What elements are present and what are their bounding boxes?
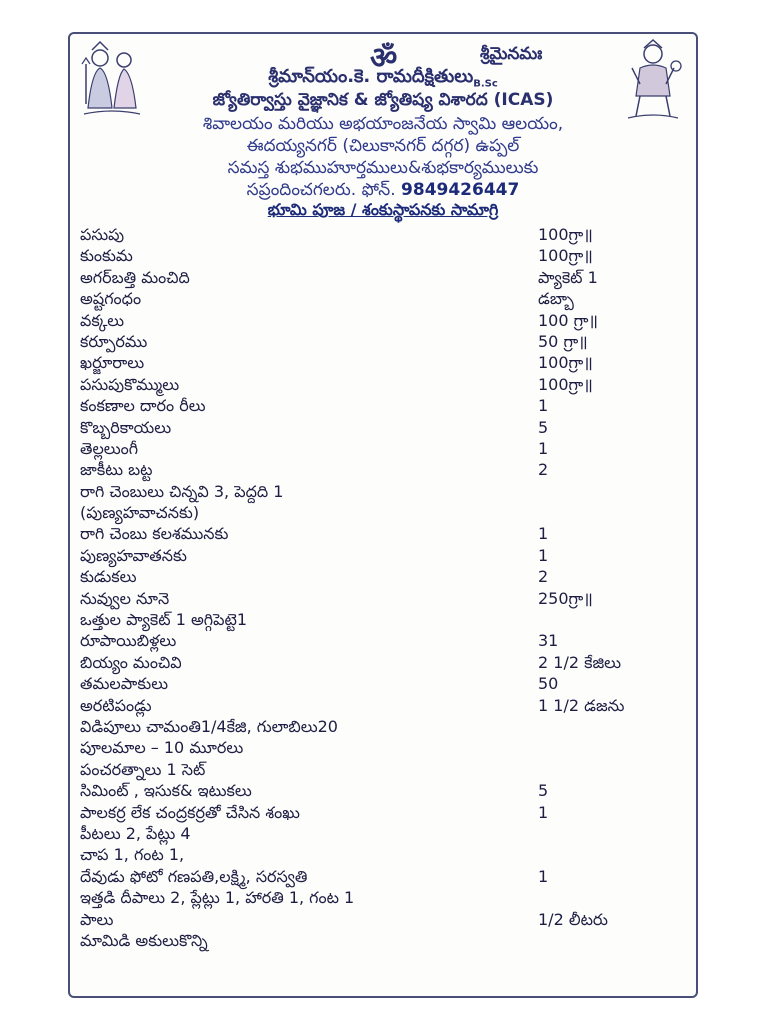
item-name: రూపాయిబిళ్లలు bbox=[80, 631, 177, 651]
list-item bbox=[80, 310, 690, 331]
item-name: కుంకుమ bbox=[80, 246, 133, 266]
list-item bbox=[80, 459, 690, 480]
list-item bbox=[80, 609, 690, 630]
item-name: జాకీటు బట్ట bbox=[80, 460, 153, 480]
item-quantity: 5 bbox=[538, 781, 549, 801]
list-item bbox=[80, 566, 690, 587]
address-line-3: సమస్త శుభముహూర్తములు&శుభకార్యములుకు bbox=[227, 158, 539, 178]
list-item bbox=[80, 930, 690, 951]
priest-name-text: శ్రీమాన్‌యం.కె. రామదీక్షితులు bbox=[268, 66, 474, 87]
list-item bbox=[80, 417, 690, 438]
item-name: అరటిపండ్లు bbox=[80, 695, 152, 715]
item-name: (పుణ్యహవాచనకు) bbox=[80, 503, 200, 523]
item-name: పాలకర్ర లేక చంద్రకర్రతో చేసిన శంఖు bbox=[80, 802, 300, 822]
item-quantity: 1 bbox=[538, 802, 549, 822]
list-item bbox=[80, 374, 690, 395]
list-item bbox=[80, 438, 690, 459]
sri-greeting: శ్రీమైనమః bbox=[480, 44, 543, 64]
item-list bbox=[80, 224, 690, 951]
item-name: ఒత్తుల ప్యాకెట్ 1 అగ్గిపెట్టె1 bbox=[80, 610, 248, 630]
item-name: కుడుకలు bbox=[80, 567, 137, 587]
list-item bbox=[80, 802, 690, 823]
item-quantity: 100గ్రా॥ bbox=[538, 225, 593, 244]
list-item bbox=[80, 695, 690, 716]
list-item bbox=[80, 588, 690, 609]
item-name: నువ్వుల నూనె bbox=[80, 588, 170, 608]
list-item bbox=[80, 673, 690, 694]
item-name: తమలపాకులు bbox=[80, 674, 169, 694]
item-name: వక్కలు bbox=[80, 310, 125, 330]
item-quantity: 100 గ్రా॥ bbox=[538, 310, 598, 330]
item-name: పూలమాల – 10 మూరలు bbox=[80, 738, 244, 758]
item-quantity: 1 bbox=[538, 438, 549, 458]
item-quantity: 1/2 లీటరు bbox=[538, 909, 608, 929]
list-item bbox=[80, 887, 690, 908]
list-item bbox=[80, 224, 690, 245]
item-quantity: 2 bbox=[538, 460, 549, 480]
item-quantity: 250గ్రా॥ bbox=[538, 588, 593, 608]
item-name: రాగి చెంబులు చిన్నవి 3, పెద్దది 1 bbox=[80, 481, 284, 501]
item-name: పసుపు bbox=[80, 225, 125, 244]
item-quantity: 1 bbox=[538, 866, 549, 886]
list-item bbox=[80, 267, 690, 288]
item-quantity: 2 bbox=[538, 567, 549, 587]
phone-number: 9849426447 bbox=[401, 180, 520, 200]
address-line-2: ఈదయ్యనగర్ (చిలుకానగర్ దగ్గర) ఉప్పల్ bbox=[246, 136, 520, 156]
address-line-1: శివాలయం మరియు అభయాంజనేయ స్వామి ఆలయం, bbox=[202, 114, 564, 134]
item-name: కొబ్బరికాయలు bbox=[80, 417, 172, 437]
list-item bbox=[80, 823, 690, 844]
list-item bbox=[80, 737, 690, 758]
item-name: పంచరత్నాలు 1 సెట్ bbox=[80, 759, 206, 779]
list-item bbox=[80, 545, 690, 566]
item-name: రాగి చెంబు కలశమునకు bbox=[80, 524, 229, 544]
om-symbol: ॐ bbox=[370, 41, 398, 76]
item-name: పుణ్యహవాతనకు bbox=[80, 545, 187, 565]
list-item bbox=[80, 395, 690, 416]
list-item bbox=[80, 780, 690, 801]
list-item bbox=[80, 331, 690, 352]
list-item bbox=[80, 630, 690, 651]
list-item bbox=[80, 844, 690, 865]
list-item bbox=[80, 523, 690, 544]
item-name: కంకణాల దారం రీలు bbox=[80, 396, 206, 416]
item-name: తెల్లలుంగీ bbox=[80, 438, 139, 458]
item-quantity: డబ్బా bbox=[538, 289, 574, 309]
item-name: పసుపుకొమ్ములు bbox=[80, 374, 180, 394]
item-name: విడిపూలు చామంతి1/4కేజి, గులాబిలు20 bbox=[80, 716, 338, 736]
item-quantity: ప్యాకెట్ 1 bbox=[538, 267, 598, 287]
item-name: కర్పూరము bbox=[80, 331, 148, 351]
item-name: మామిడి అకులుకొన్ని bbox=[80, 930, 208, 950]
contact-prefix: సప్రందించగలరు. ఫోన్. bbox=[246, 180, 396, 200]
item-name: ఖర్జూరాలు bbox=[80, 353, 145, 373]
item-name: సిమింట్ , ఇసుక& ఇటుకలు bbox=[80, 781, 252, 801]
item-quantity: 5 bbox=[538, 417, 549, 437]
item-quantity: 50 గ్రా॥ bbox=[538, 331, 588, 351]
item-quantity: 1 bbox=[538, 545, 549, 565]
priest-name bbox=[70, 66, 696, 91]
list-item bbox=[80, 481, 690, 502]
list-item bbox=[80, 652, 690, 673]
list-subtitle: భూమి పూజ / శంకుస్థాపనకు సామాగ్రి bbox=[267, 200, 499, 219]
item-quantity: 100గ్రా॥ bbox=[538, 374, 593, 394]
list-item bbox=[80, 288, 690, 309]
item-name: దేవుడు ఫోటో గణపతి,లక్ష్మి, సరస్వతి bbox=[80, 866, 308, 886]
priest-degree: B.Sc bbox=[473, 78, 498, 90]
item-quantity: 100గ్రా॥ bbox=[538, 353, 593, 373]
item-quantity: 1 bbox=[538, 524, 549, 544]
list-item bbox=[80, 759, 690, 780]
list-item bbox=[80, 866, 690, 887]
item-name: అష్టగంధం bbox=[80, 289, 142, 309]
item-name: ఇత్తడి దీపాలు 2, ప్లేట్లు 1, హారతి 1, గంట 1 bbox=[80, 888, 355, 908]
item-name: పీటలు 2, పేట్లు 4 bbox=[80, 823, 191, 843]
list-item bbox=[80, 352, 690, 373]
item-quantity: 31 bbox=[538, 631, 559, 651]
item-quantity: 1 bbox=[538, 396, 549, 416]
item-name: బియ్యం మంచివి bbox=[80, 652, 182, 672]
list-item bbox=[80, 502, 690, 523]
item-name: అగర్‌బత్తి మంచిది bbox=[80, 267, 190, 287]
item-name: చాప 1, గంట 1, bbox=[80, 845, 185, 865]
item-quantity: 2 1/2 కేజిలు bbox=[538, 652, 622, 672]
priest-title: జ్యోతిర్వాస్తు వైజ్ఞానిక & జ్యోతిష్య విశారద (ICAS) bbox=[212, 90, 554, 110]
item-quantity: 50 bbox=[538, 674, 559, 694]
material-list-card bbox=[68, 32, 698, 998]
list-item bbox=[80, 716, 690, 737]
item-name: పాలు bbox=[80, 909, 114, 929]
list-item bbox=[80, 909, 690, 930]
list-item bbox=[80, 245, 690, 266]
item-quantity: 1 1/2 డజను bbox=[538, 695, 625, 715]
item-quantity: 100గ్రా॥ bbox=[538, 246, 593, 266]
